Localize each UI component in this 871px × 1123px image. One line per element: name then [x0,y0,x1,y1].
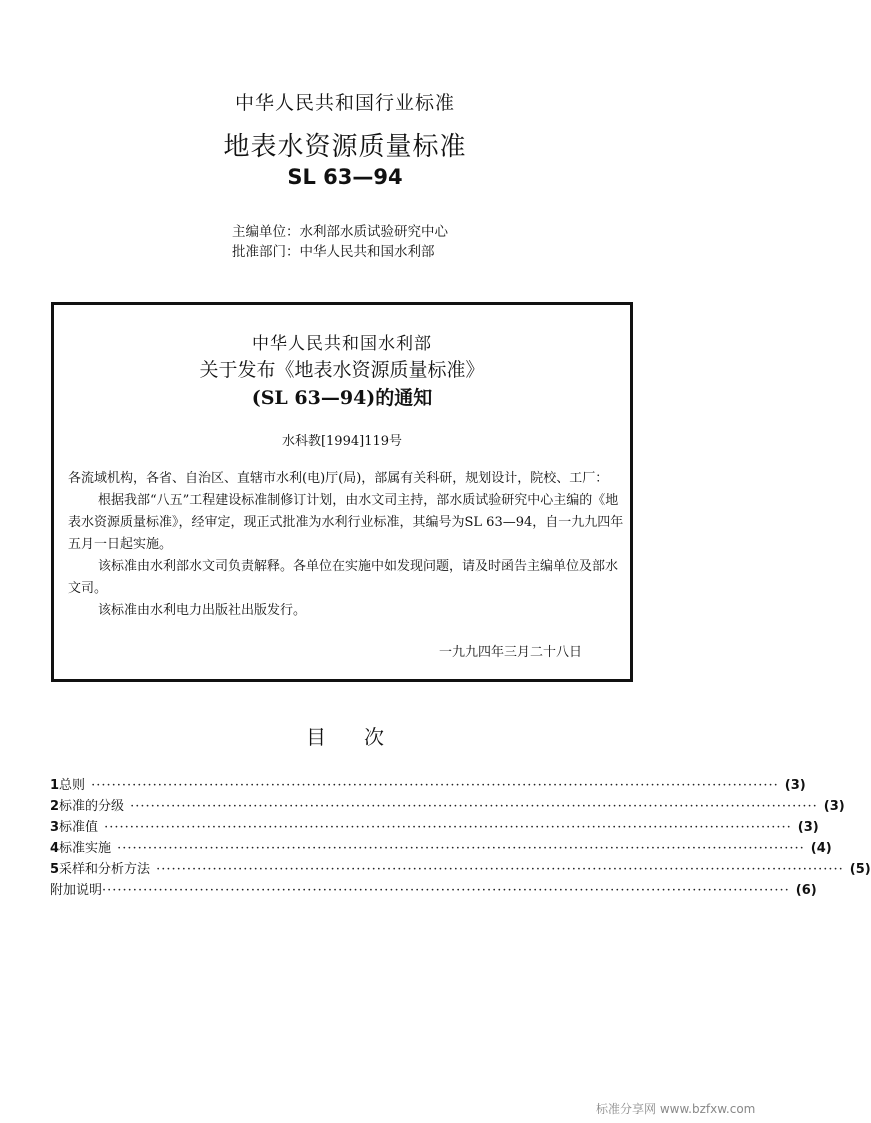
toc-item[interactable] [50,816,819,837]
toc-item-label: 标准的分级 [59,799,125,814]
toc-item-number: 5 [50,862,60,877]
toc-leader-dots: ······································································································································ [156,862,844,877]
approving-department: 批准部门：中华人民共和国水利部 [232,244,435,260]
notice-paragraph-2: 该标准由水利部水文司负责解释。各单位在实施中如发现问题，请及时函告主编单位及部水文司。 [68,559,619,596]
notice-paragraph-1: 根据我部“八五”工程建设标准制修订计划，由水文司主持，部水质试验研究中心主编的《地表水资源质量标准》，经审定，现正式批准为水利行业标准，其编号为SL 63—94，自一九九四年五月一日起实施。 [68,493,624,552]
toc-item-label: 采样和分析方法 [59,862,151,877]
notice-title-line1: 关于发布《地表水资源质量标准》 [199,359,485,381]
notice-date: 一九九四年三月二十八日 [439,645,583,660]
toc-title: 目次 [306,725,422,749]
toc-leader-dots: ······································································································································ [102,883,790,898]
toc-item-number: 2 [50,799,60,814]
toc-item-label: 附加说明 [50,883,103,898]
toc-item[interactable] [50,774,806,795]
toc-item-label: 标准实施 [59,841,112,856]
toc-leader-dots: ······································································································································ [104,820,792,835]
document-title: 地表水资源质量标准 [223,132,467,162]
toc-item[interactable] [50,795,845,816]
notice-addressees: 各流域机构，各省、自治区、直辖市水利(电)厅(局)，部属有关科研，规划设计，院校、工厂： [68,471,609,486]
notice-box [51,302,633,682]
toc-item-number: 1 [50,778,60,793]
toc-item[interactable] [50,837,832,858]
toc-item-label: 总则 [59,778,86,793]
toc-item[interactable] [50,858,871,879]
table-of-contents [50,774,871,900]
toc-item-page: (3) [823,799,845,814]
toc-item-number: 4 [50,841,60,856]
toc-item-page: (3) [797,820,819,835]
notice-issuer: 中华人民共和国水利部 [252,334,432,354]
standard-code: SL 63—94 [287,165,403,189]
toc-item-page: (4) [810,841,832,856]
toc-leader-dots: ······································································································································ [117,841,805,856]
toc-item-page: (3) [784,778,806,793]
toc-item-page: (6) [795,883,817,898]
toc-item-label: 标准值 [59,820,99,835]
toc-leader-dots: ······································································································································ [91,778,779,793]
watermark: 标准分享网 www.bzfxw.com [596,1102,756,1116]
chief-editor-unit: 主编单位：水利部水质试验研究中心 [232,224,448,240]
toc-item-page: (5) [849,862,871,877]
industry-standard-heading: 中华人民共和国行业标准 [234,92,455,114]
toc-item[interactable] [50,879,817,900]
toc-leader-dots: ······································································································································ [130,799,818,814]
notice-title-line2: (SL 63—94)的通知 [251,387,433,409]
toc-item-number: 3 [50,820,60,835]
notice-document-number: 水科教[1994]119号 [281,434,403,449]
notice-paragraph-3: 该标准由水利电力出版社出版发行。 [98,603,307,618]
